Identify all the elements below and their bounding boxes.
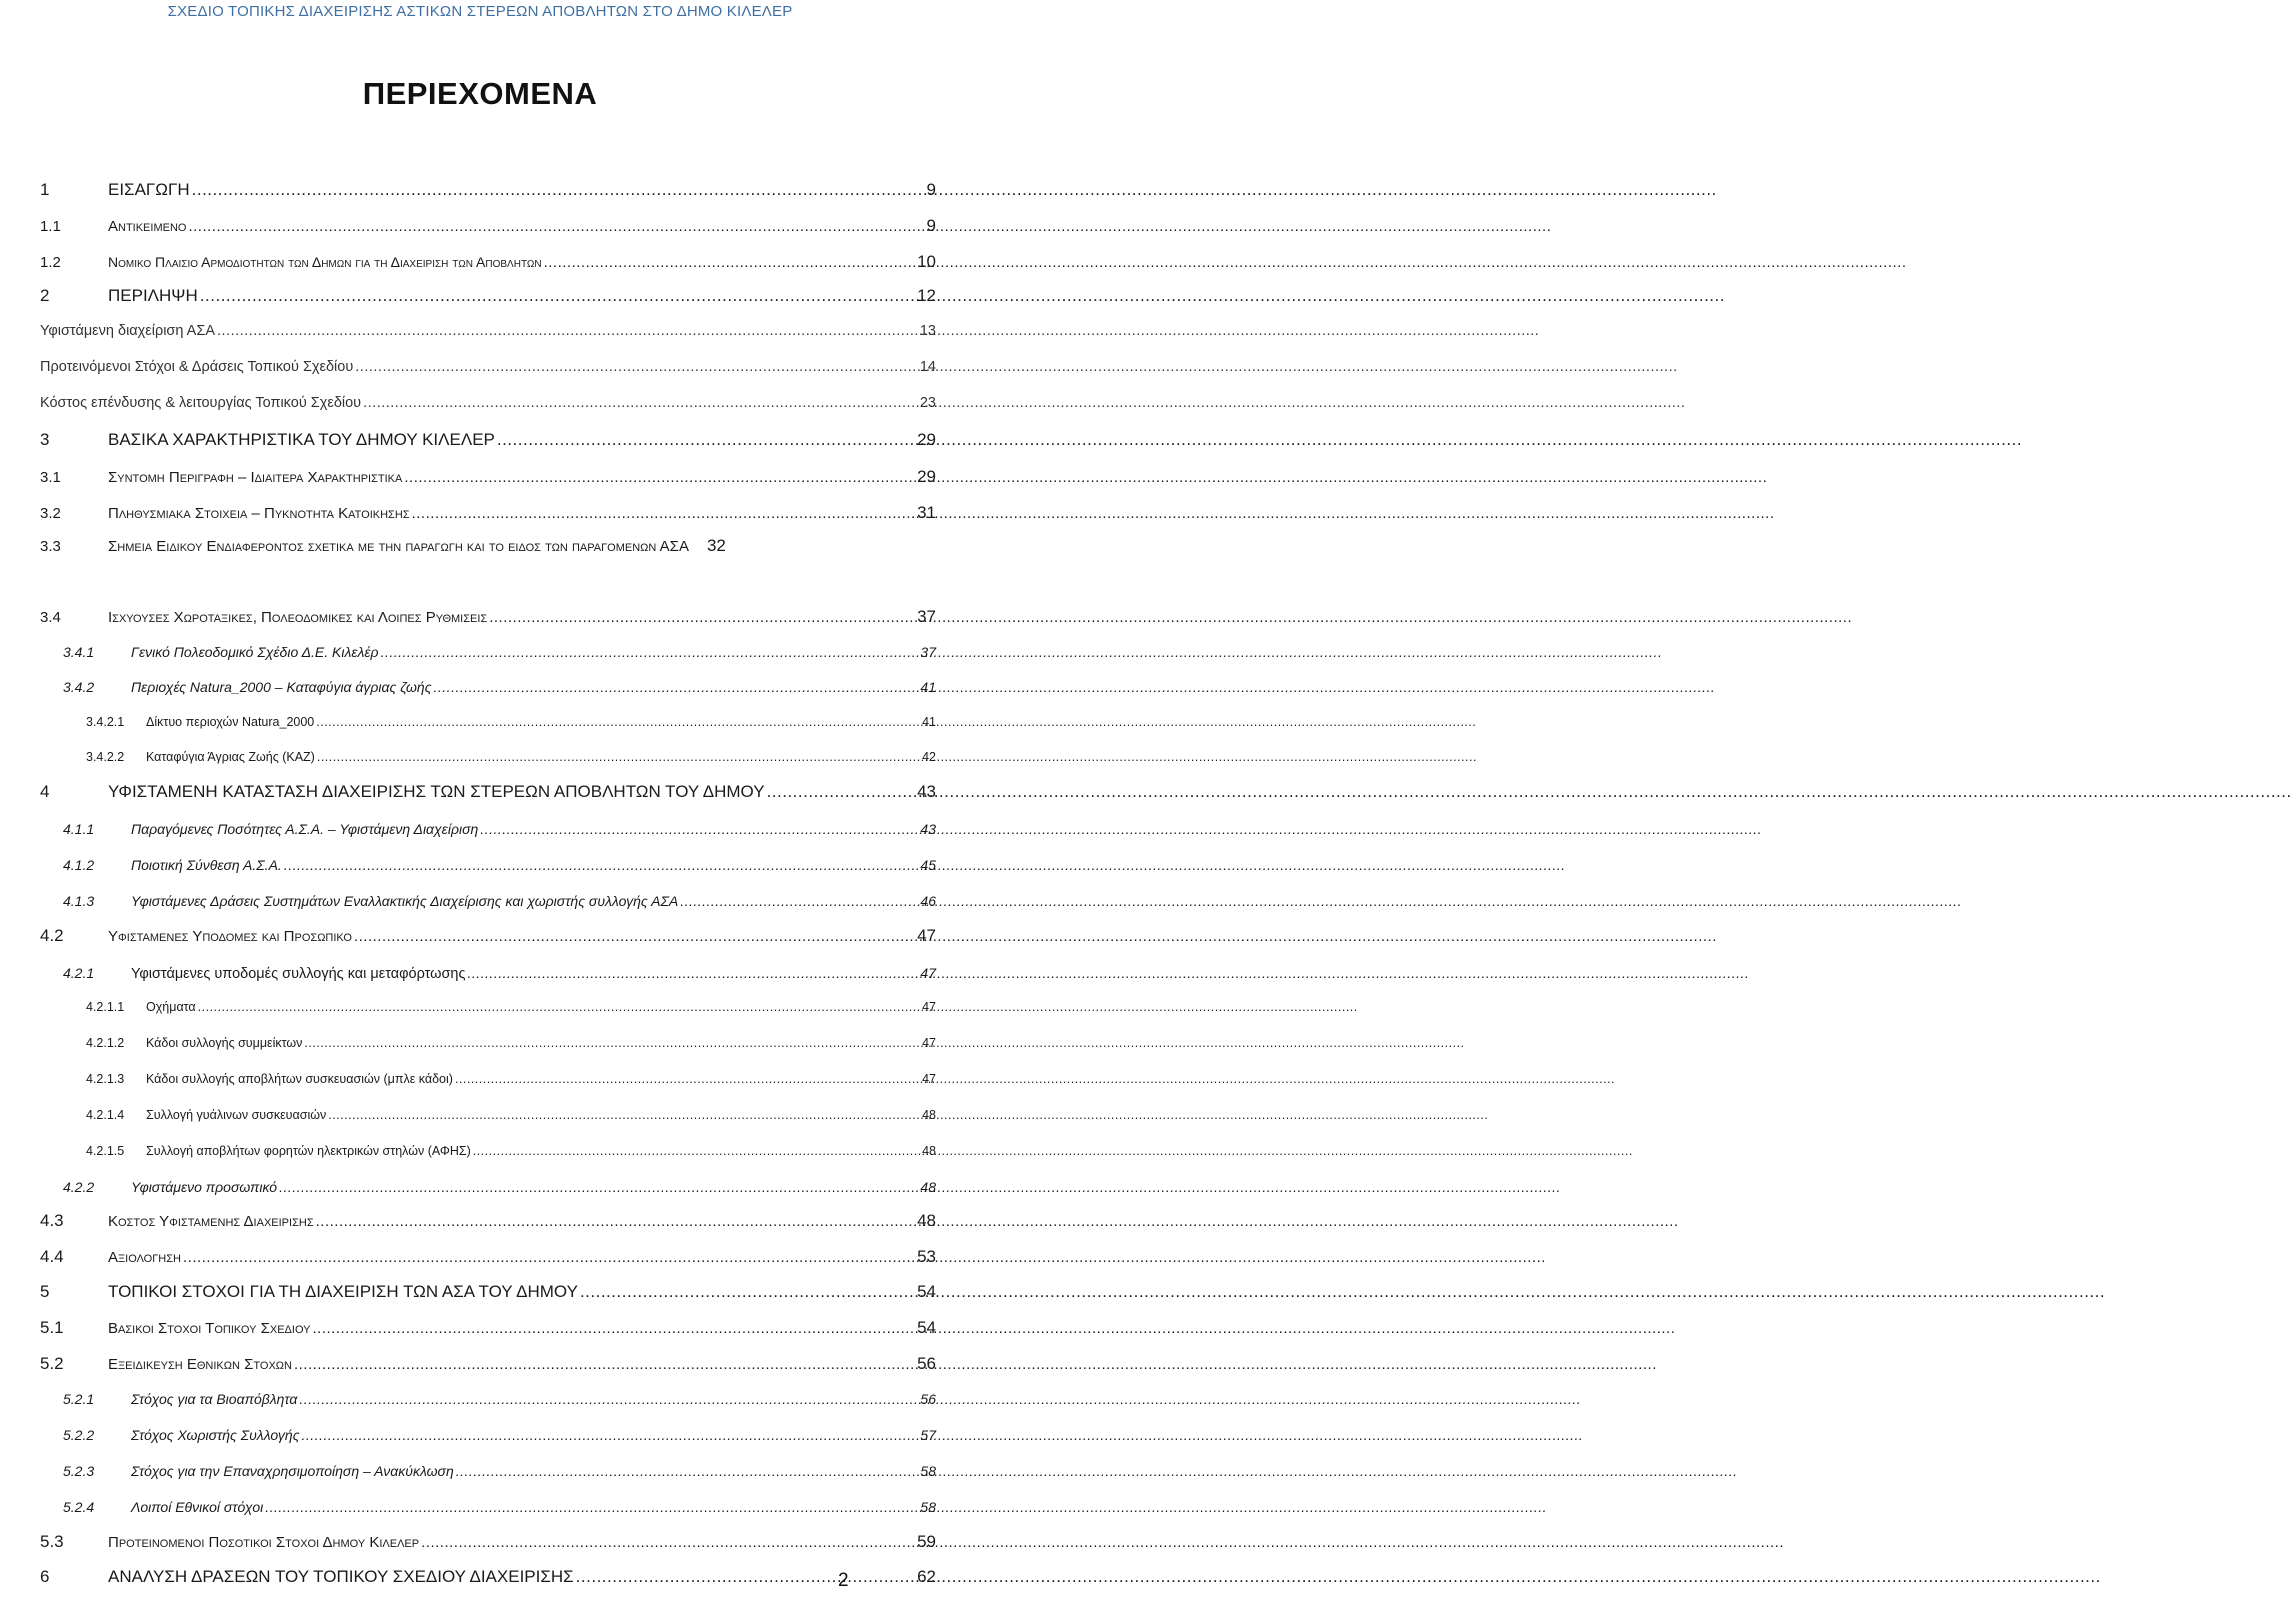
page-number: 2	[838, 1570, 849, 1591]
toc-entry[interactable]: 4.1.2 Ποιοτική Σύνθεση Α.Σ.Α. ..... 45	[0, 857, 960, 873]
toc-entry[interactable]: 1.2 Νομικο Πλαισιο Αρμοδιοτητων των Δημων για τη Διαχειριση των Αποβλητων ..... 10	[0, 252, 960, 272]
toc-entry[interactable]: 4.2.1.3 Κάδοι συλλογής αποβλήτων συσκευασιών (μπλε κάδοι) ..... 47	[0, 1072, 960, 1086]
toc-entry[interactable]: 1.1 Αντικειμενο ..... 9	[0, 216, 960, 236]
toc-entry[interactable]: 5.2.4 Λοιποί Εθνικοί στόχοι ..... 58	[0, 1499, 960, 1515]
toc-entry[interactable]: 6 ΑΝΑΛΥΣΗ ΔΡΑΣΕΩΝ ΤΟΥ ΤΟΠΙΚΟΥ ΣΧΕΔΙΟΥ ΔΙΑΧΕΙΡΙΣΗΣ ..... 62	[0, 1567, 960, 1587]
toc-entry[interactable]: 4.1.1 Παραγόμενες Ποσότητες Α.Σ.Α. – Υφιστάμενη Διαχείριση ..... 43	[0, 821, 960, 837]
toc-entry[interactable]: 3.2 Πληθυσμιακα Στοιχεια – Πυκνοτητα Κατοικησης ..... 31	[0, 503, 960, 523]
toc-entry[interactable]: 3.4.2.1 Δίκτυο περιοχών Natura_2000 ..... 41	[0, 715, 960, 729]
toc-entry[interactable]: 5.2 Εξειδικευση Εθνικων Στοχων ..... 56	[0, 1354, 960, 1374]
toc-entry[interactable]: 4.2.1.1 Οχήματα ..... 47	[0, 1000, 960, 1014]
toc-entry[interactable]: 4.3 Κοστος Υφισταμενης Διαχειρισης ..... 48	[0, 1211, 960, 1231]
toc-entry[interactable]: 4.1.3 Υφιστάμενες Δράσεις Συστημάτων Εναλλακτικής Διαχείρισης και χωριστής συλλογής ΑΣΑ ..... 46	[0, 893, 960, 909]
toc-entry[interactable]: 3.4.2.2 Καταφύγια Άγριας Ζωής (ΚΑΖ) ..... 42	[0, 750, 960, 764]
toc-entry[interactable]: 3 ΒΑΣΙΚΑ ΧΑΡΑΚΤΗΡΙΣΤΙΚΑ ΤΟΥ ΔΗΜΟΥ ΚΙΛΕΛΕΡ ..... 29	[0, 430, 960, 450]
toc-entry[interactable]: Κόστος επένδυσης & λειτουργίας Τοπικού Σχεδίου ..... 23	[0, 395, 960, 411]
toc-entry[interactable]: 4.2.1 Υφιστάμενες υποδομές συλλογής και μεταφόρτωσης ..... 47	[0, 965, 960, 982]
toc-entry[interactable]: Υφιστάμενη διαχείριση ΑΣΑ ..... 13	[0, 323, 960, 339]
toc-entry[interactable]: 3.1 Συντομη Περιγραφη – Ιδιαιτερα Χαρακτηριστικα ..... 29	[0, 467, 960, 487]
toc-entry[interactable]: 3.4.1 Γενικό Πολεοδομικό Σχέδιο Δ.Ε. Κιλελέρ ..... 37	[0, 644, 960, 660]
toc-entry[interactable]: 3.4 Ισχυουσες Χωροταξικες, Πολεοδομικες και Λοιπες Ρυθμισεις ..... 37	[0, 607, 960, 627]
toc-entry[interactable]: 3.4.2 Περιοχές Natura_2000 – Καταφύγια άγριας ζωής ..... 41	[0, 679, 960, 695]
toc-entry[interactable]: 5.3 Προτεινομενοι Ποσοτικοι Στοχοι Δημου Κιλελερ ..... 59	[0, 1532, 960, 1552]
toc-entry[interactable]: 2 ΠΕΡΙΛΗΨΗ ..... 12	[0, 286, 960, 306]
toc-entry[interactable]: 4.2.1.5 Συλλογή αποβλήτων φορητών ηλεκτρικών στηλών (ΑΦΗΣ) ..... 48	[0, 1144, 960, 1158]
toc-entry[interactable]: 5.2.2 Στόχος Χωριστής Συλλογής ..... 57	[0, 1427, 960, 1443]
toc-entry[interactable]: 5.1 Βασικοι Στοχοι Τοπικου Σχεδιου ..... 54	[0, 1318, 960, 1338]
toc-entry[interactable]: 5 ΤΟΠΙΚΟΙ ΣΤΟΧΟΙ ΓΙΑ ΤΗ ΔΙΑΧΕΙΡΙΣΗ ΤΩΝ ΑΣΑ ΤΟΥ ΔΗΜΟΥ ..... 54	[0, 1282, 960, 1302]
toc-entry[interactable]: 5.2.1 Στόχος για τα Βιοαπόβλητα ..... 56	[0, 1391, 960, 1407]
toc-entry[interactable]: 4 ΥΦΙΣΤΑΜΕΝΗ ΚΑΤΑΣΤΑΣΗ ΔΙΑΧΕΙΡΙΣΗΣ ΤΩΝ ΣΤΕΡΕΩΝ ΑΠΟΒΛΗΤΩΝ ΤΟΥ ΔΗΜΟΥ ..... 43	[0, 782, 960, 802]
toc-entry[interactable]: 4.4 Αξιολογηση ..... 53	[0, 1247, 960, 1267]
toc-title: ΠΕΡΙΕΧΟΜΕΝΑ	[362, 76, 598, 111]
toc-entry[interactable]: 4.2.2 Υφιστάμενο προσωπικό ..... 48	[0, 1179, 960, 1195]
toc-entry[interactable]: 3.3 Σημεια Ειδικου Ενδιαφεροντος σχετικα με την παραγωγη και το ειδος των παραγομενων ΑΣΑ 32	[40, 536, 726, 555]
running-header: ΣΧΕΔΙΟ ΤΟΠΙΚΗΣ ΔΙΑΧΕΙΡΙΣΗΣ ΑΣΤΙΚΩΝ ΣΤΕΡΕΩΝ ΑΠΟΒΛΗΤΩΝ ΣΤΟ ΔΗΜΟ ΚΙΛΕΛΕΡ	[167, 3, 793, 20]
toc-entry[interactable]: 4.2 Υφισταμενες Υποδομες και Προσωπικο ..... 47	[0, 926, 960, 946]
toc-entry[interactable]: 4.2.1.4 Συλλογή γυάλινων συσκευασιών ..... 48	[0, 1108, 960, 1122]
toc-entry[interactable]: Προτεινόμενοι Στόχοι & Δράσεις Τοπικού Σχεδίου ..... 14	[0, 359, 960, 375]
toc-entry[interactable]: 4.2.1.2 Κάδοι συλλογής συμμείκτων ..... 47	[0, 1036, 960, 1050]
toc-entry[interactable]: 1 ΕΙΣΑΓΩΓΗ ..... 9	[0, 180, 960, 200]
toc-entry[interactable]: 5.2.3 Στόχος για την Επαναχρησιμοποίηση – Ανακύκλωση ..... 58	[0, 1463, 960, 1479]
